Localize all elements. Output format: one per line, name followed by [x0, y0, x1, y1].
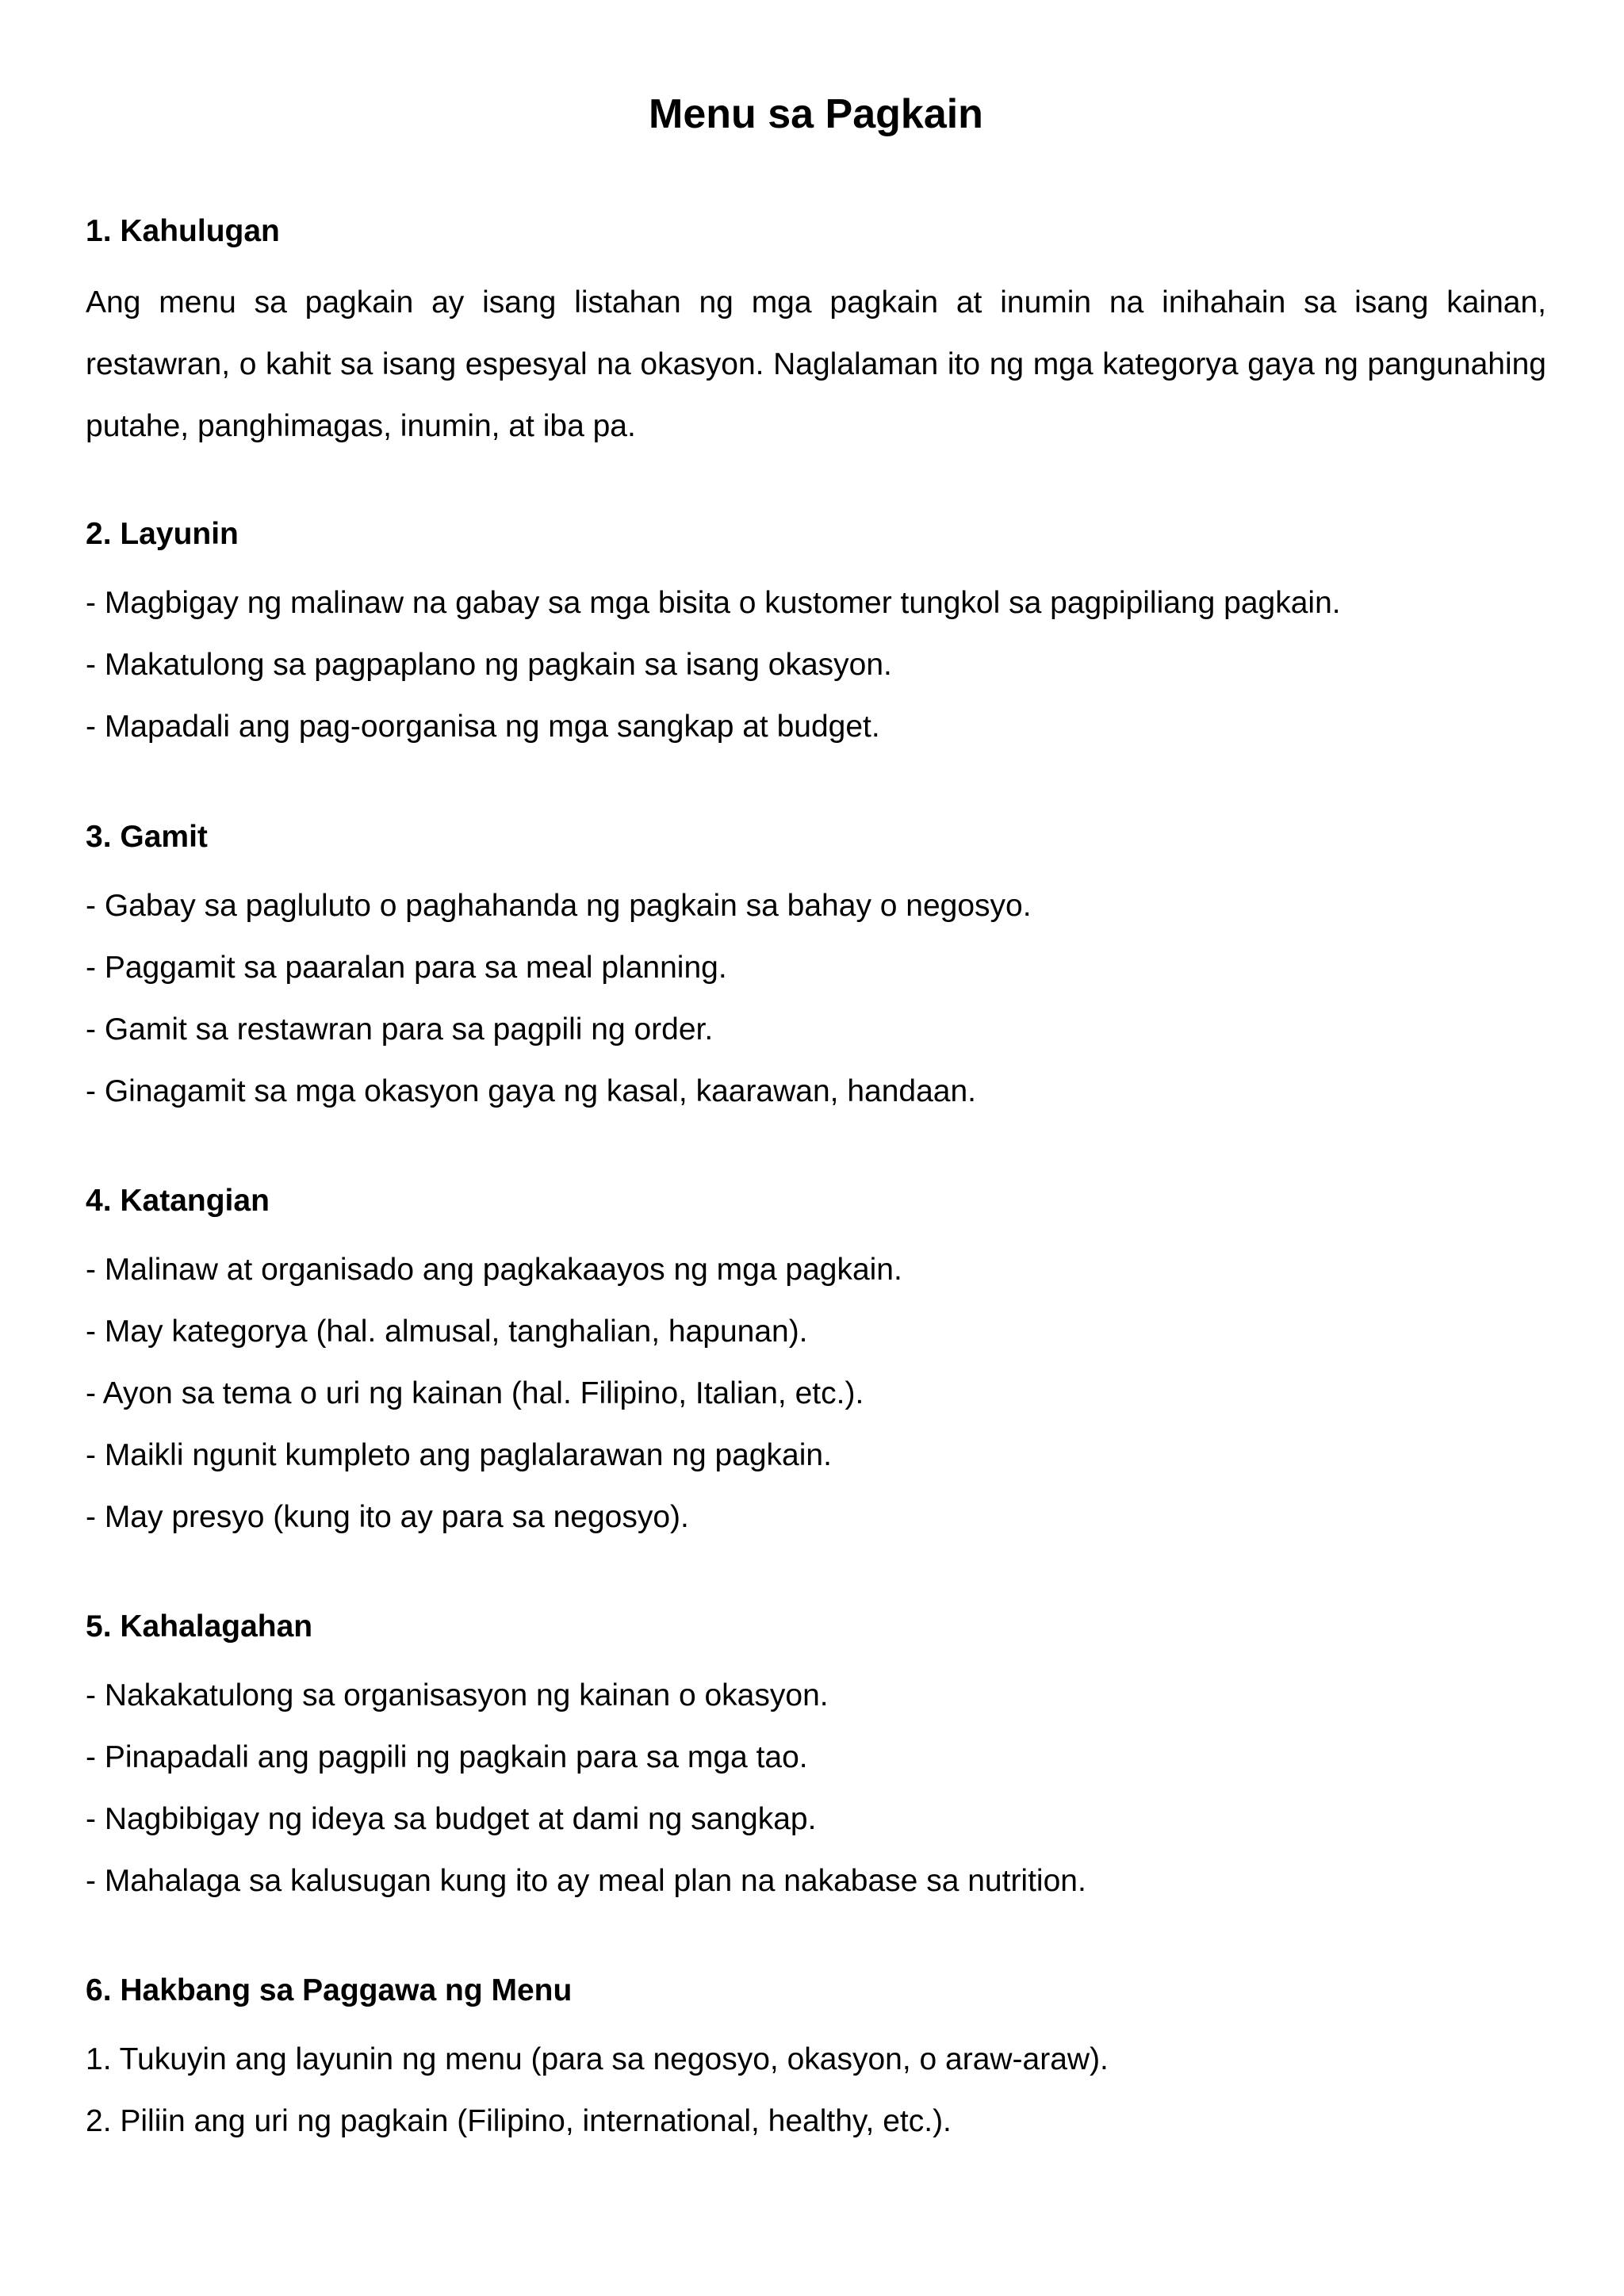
list-item: - Nakakatulong sa organisasyon ng kainan o okasyon. — [86, 1678, 829, 1712]
section-heading-gamit: 3. Gamit — [86, 820, 208, 854]
list-item: - Magbigay ng malinaw na gabay sa mga bisita o kustomer tungkol sa pagpipiliang pagkain. — [86, 586, 1341, 620]
list-item: 1. Tukuyin ang layunin ng menu (para sa negosyo, okasyon, o araw-araw). — [86, 2042, 1109, 2076]
list-item: - Maikli ngunit kumpleto ang paglalarawan ng pagkain. — [86, 1438, 832, 1472]
document-title: Menu sa Pagkain — [649, 91, 983, 137]
list-item: - Paggamit sa paaralan para sa meal planning. — [86, 951, 727, 985]
list-item: 2. Piliin ang uri ng pagkain (Filipino, international, healthy, etc.). — [86, 2104, 952, 2138]
list-item: - Pinapadali ang pagpili ng pagkain para sa mga tao. — [86, 1740, 808, 1774]
section-heading-layunin: 2. Layunin — [86, 517, 239, 551]
section-heading-katangian: 4. Katangian — [86, 1184, 270, 1218]
list-item: - Gabay sa pagluluto o paghahanda ng pagkain sa bahay o negosyo. — [86, 889, 1032, 923]
section-heading-kahalagahan: 5. Kahalagahan — [86, 1609, 313, 1644]
list-item: - Makatulong sa pagpaplano ng pagkain sa isang okasyon. — [86, 648, 892, 682]
list-item: - Nagbibigay ng ideya sa budget at dami ng sangkap. — [86, 1802, 817, 1836]
section-paragraph-kahulugan: Ang menu sa pagkain ay isang listahan ng mga pagkain at inumin na inihahain sa isang kainan, restawran, o kahit sa isang espesyal na okasyon. Naglalaman ito ng mga kategorya gaya ng pangunahing putahe, panghimagas, inumin, at iba pa. — [86, 285, 1546, 443]
list-item: - Mahalaga sa kalusugan kung ito ay meal plan na nakabase sa nutrition. — [86, 1864, 1086, 1898]
section-heading-hakbang: 6. Hakbang sa Paggawa ng Menu — [86, 1973, 573, 2007]
section-heading-kahulugan: 1. Kahulugan — [86, 214, 280, 248]
list-item: - Ginagamit sa mga okasyon gaya ng kasal, kaarawan, handaan. — [86, 1074, 977, 1108]
list-item: - May kategorya (hal. almusal, tanghalian, hapunan). — [86, 1314, 808, 1349]
list-item: - Mapadali ang pag-oorganisa ng mga sangkap at budget. — [86, 710, 880, 744]
list-item: - Malinaw at organisado ang pagkakaayos ng mga pagkain. — [86, 1253, 902, 1287]
list-item: - Gamit sa restawran para sa pagpili ng order. — [86, 1012, 714, 1047]
list-item: - May presyo (kung ito ay para sa negosyo). — [86, 1500, 689, 1534]
list-item: - Ayon sa tema o uri ng kainan (hal. Filipino, Italian, etc.). — [86, 1376, 864, 1410]
